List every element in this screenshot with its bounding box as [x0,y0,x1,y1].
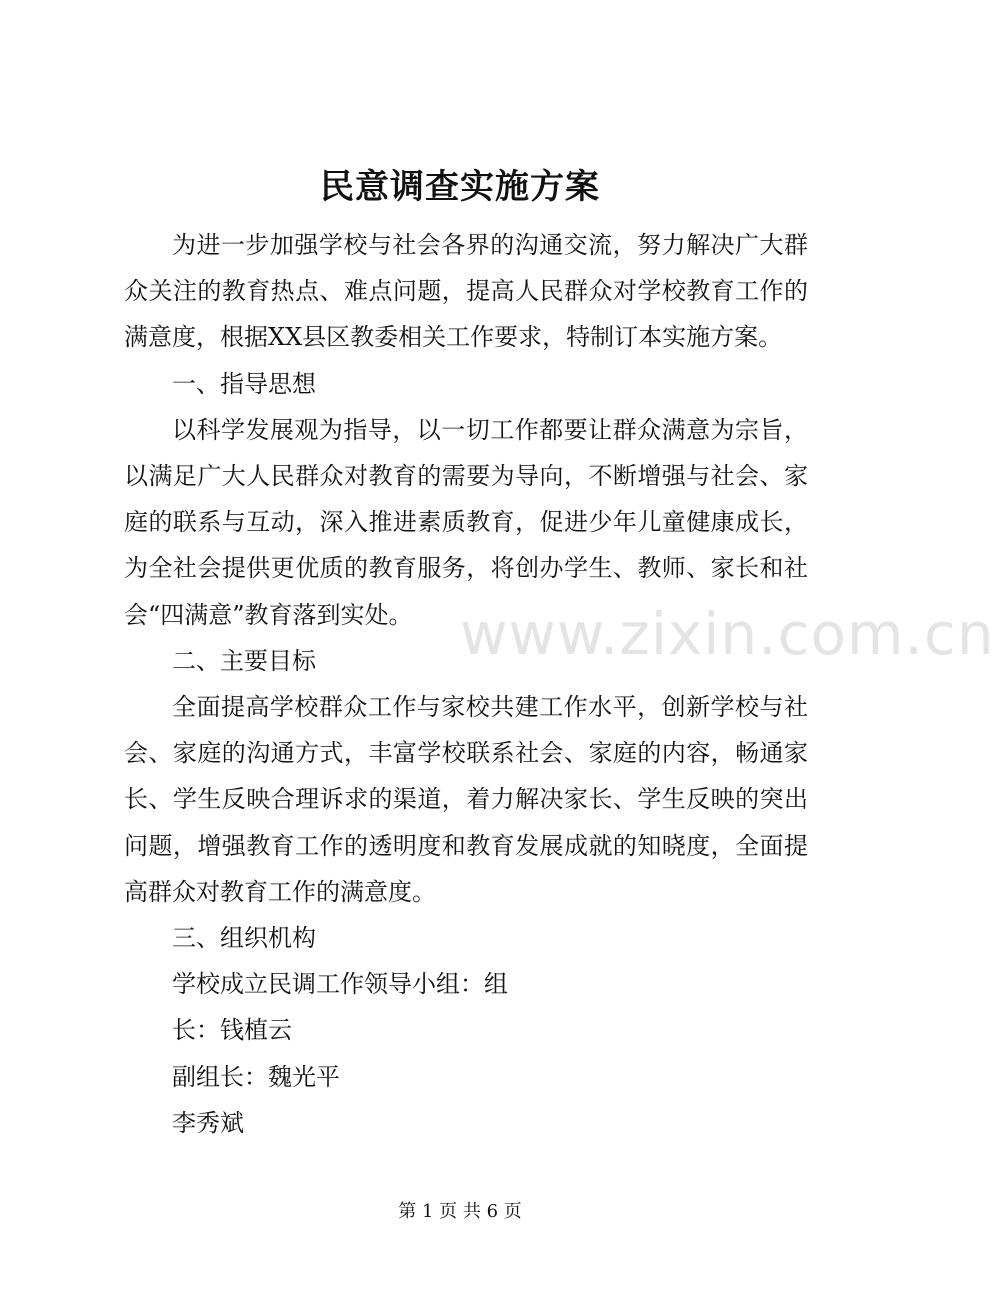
organization-line: 李秀斌 [172,1108,244,1137]
organization-line: 副组长：魏光平 [172,1062,340,1091]
main-goals-paragraph: 全面提高学校群众工作与家校共建工作水平，创新学校与社会、家庭的沟通方式，丰富学校联系社会、家庭的内容，畅通家长、学生反映合理诉求的渠道，着力解决家长、学生反映的突出问题，增强教育工作的透明度和教育发展成就的知晓度，全面提高群众对教育工作的满意度。 [124,693,808,906]
watermark-text: www.zixin.com.cn [460,600,995,668]
guiding-ideology-paragraph: 以科学发展观为指导，以一切工作都要让群众满意为宗旨，以满足广大人民群众对教育的需要为导向，不断增强与社会、家庭的联系与互动，深入推进素质教育，促进少年儿童健康成长，为全社会提供更优质的教育服务，将创办学生、教师、家长和社会“四满意”教育落到实处。 [124,415,808,629]
section-heading-main-goals: 二、主要目标 [172,646,316,675]
organization-line: 长：钱植云 [172,1016,292,1045]
page-footer: 第 1 页 共 6 页 [398,1201,522,1222]
document-body [124,222,808,1146]
organization-line: 学校成立民调工作领导小组：组 [172,970,508,999]
intro-paragraph: 为进一步加强学校与社会各界的沟通交流，努力解决广大群众关注的教育热点、难点问题，提高人民群众对学校教育工作的满意度，根据XX县区教委相关工作要求，特制订本实施方案。 [124,231,808,352]
section-heading-guiding-ideology: 一、指导思想 [172,369,316,398]
document-title: 民意调查实施方案 [320,167,600,207]
section-heading-organization: 三、组织机构 [172,924,316,953]
